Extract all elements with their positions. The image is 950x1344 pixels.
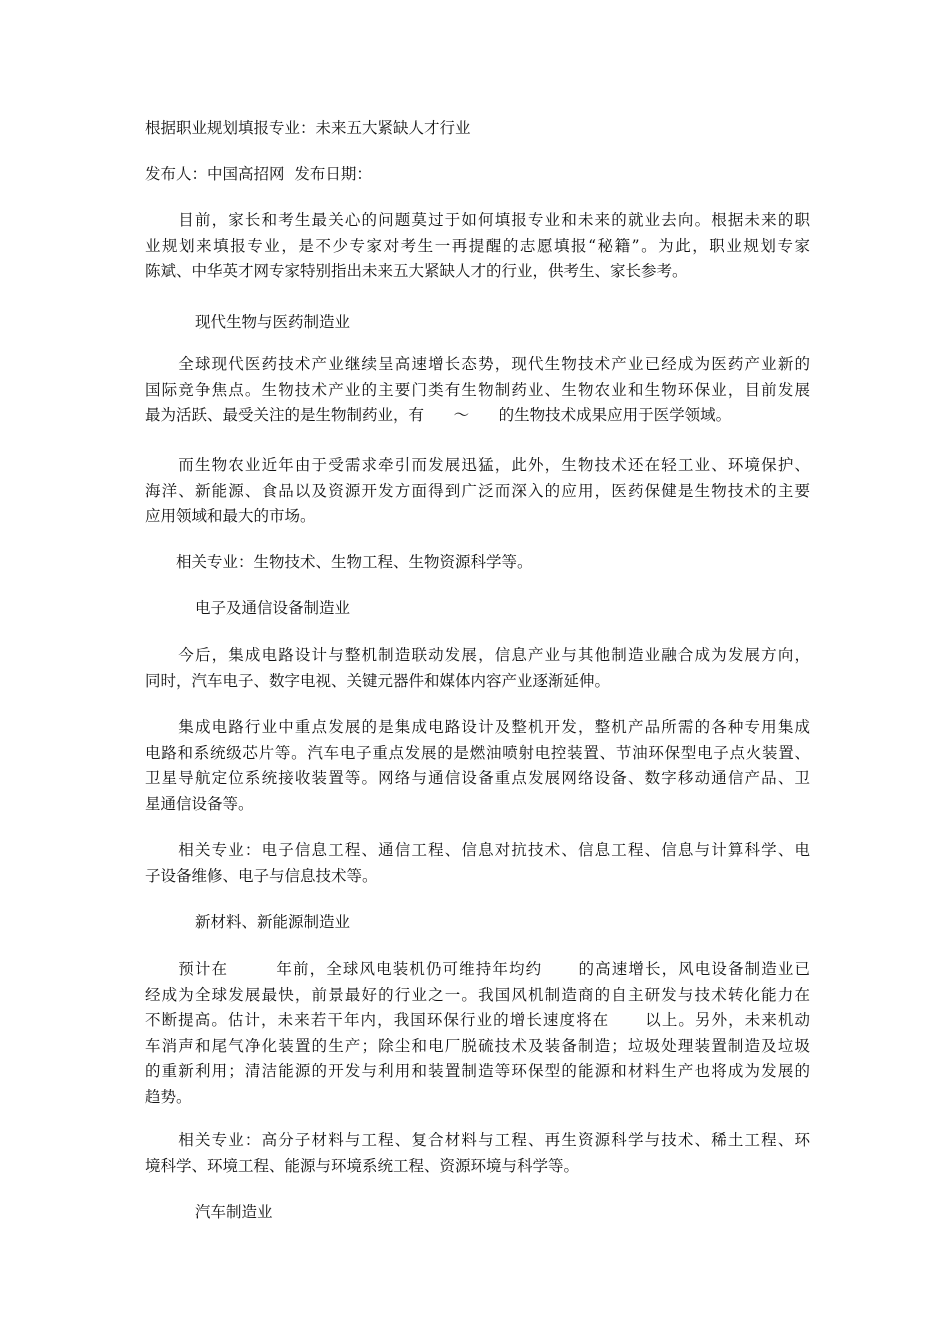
text-line: 应用领域和最大的市场。: [145, 507, 316, 525]
section-heading-biomedicine: 现代生物与医药制造业: [195, 313, 351, 331]
text-line: 同时，汽车电子、数字电视、关键元器件和媒体内容产业逐渐延伸。: [145, 671, 611, 690]
paragraph: [145, 838, 810, 889]
text-line: 趋势。: [145, 1087, 192, 1106]
section-heading-automotive: 汽车制造业: [195, 1203, 273, 1221]
text-line: 经成为全球发展最快，前景最好的行业之一。我国风机制造商的自主研发与技术转化能力在: [145, 985, 810, 1004]
document-title: 根据职业规划填报专业：未来五大紧缺人才行业: [145, 119, 471, 137]
text-line: 星通信设备等。: [145, 794, 254, 813]
paragraph: [145, 453, 810, 530]
paragraph: [145, 643, 810, 694]
section-heading-electronics: 电子及通信设备制造业: [195, 599, 351, 617]
text-line: 海洋、新能源、食品以及资源开发方面得到广泛而深入的应用，医药保健是生物技术的主要: [145, 481, 810, 500]
text-line: 而生物农业近年由于受需求牵引而发展迅猛，此外，生物技术还在轻工业、环境保护、: [145, 456, 810, 474]
paragraph: [145, 957, 810, 1110]
related-majors-biomedicine: 相关专业：生物技术、生物工程、生物资源科学等。: [145, 553, 533, 571]
paragraph: [145, 352, 810, 429]
text-line: 车消声和尾气净化装置的生产；除尘和电厂脱硫技术及装备制造；垃圾处理装置制造及垃圾: [145, 1036, 810, 1055]
text-line: 的重新利用；清洁能源的开发与利用和装置制造等环保型的能源和材料生产也将成为发展的: [145, 1062, 810, 1080]
intro-paragraph: [145, 208, 810, 285]
text-line: 卫星导航定位系统接收装置等。网络与通信设备重点发展网络设备、数字移动通信产品、卫: [145, 769, 810, 787]
text-line: 全球现代医药技术产业继续呈高速增长态势，现代生物技术产业已经成为医药产业新的: [145, 355, 810, 373]
text-line: 今后，集成电路设计与整机制造联动发展，信息产业与其他制造业融合成为发展方向，: [145, 646, 810, 664]
text-line: 陈斌、中华英才网专家特别指出未来五大紧缺人才的行业，供考生、家长参考。: [145, 262, 688, 280]
text-line: 目前，家长和考生最关心的问题莫过于如何填报专业和未来的就业去向。根据未来的职: [145, 211, 810, 229]
text-line: 最为活跃、最受关注的是生物制药业，有 ～ 的生物技术成果应用于医学领域。: [145, 406, 732, 424]
text-line: 国际竞争焦点。生物技术产业的主要门类有生物制药业、生物农业和生物环保业，目前发展: [145, 380, 810, 399]
text-line: 相关专业：高分子材料与工程、复合材料与工程、再生资源科学与技术、稀土工程、环: [145, 1131, 810, 1149]
text-line: 相关专业：电子信息工程、通信工程、信息对抗技术、信息工程、信息与计算科学、电: [145, 841, 810, 859]
text-line: 预计在 年前，全球风电装机仍可维持年均约 的高速增长，风电设备制造业已: [145, 960, 810, 978]
text-line: 集成电路行业中重点发展的是集成电路设计及整机开发，整机产品所需的各种专用集成: [145, 718, 810, 736]
text-line: 业规划来填报专业，是不少专家对考生一再提醒的志愿填报“秘籍”。为此，职业规划专家: [145, 236, 810, 255]
text-line: 电路和系统级芯片等。汽车电子重点发展的是燃油喷射电控装置、节油环保型电子点火装置、: [145, 743, 810, 762]
text-line: 不断提高。估计，未来若干年内，我国环保行业的增长速度将在 以上。另外，未来机动: [145, 1011, 810, 1029]
section-heading-new-materials: 新材料、新能源制造业: [195, 913, 351, 931]
text-line: 境科学、环境工程、能源与环境系统工程、资源环境与科学等。: [145, 1156, 580, 1175]
publisher-line: 发布人：中国高招网 发布日期：: [145, 165, 372, 183]
paragraph: [145, 715, 810, 817]
paragraph: [145, 1128, 810, 1179]
text-line: 子设备维修、电子与信息技术等。: [145, 866, 378, 885]
